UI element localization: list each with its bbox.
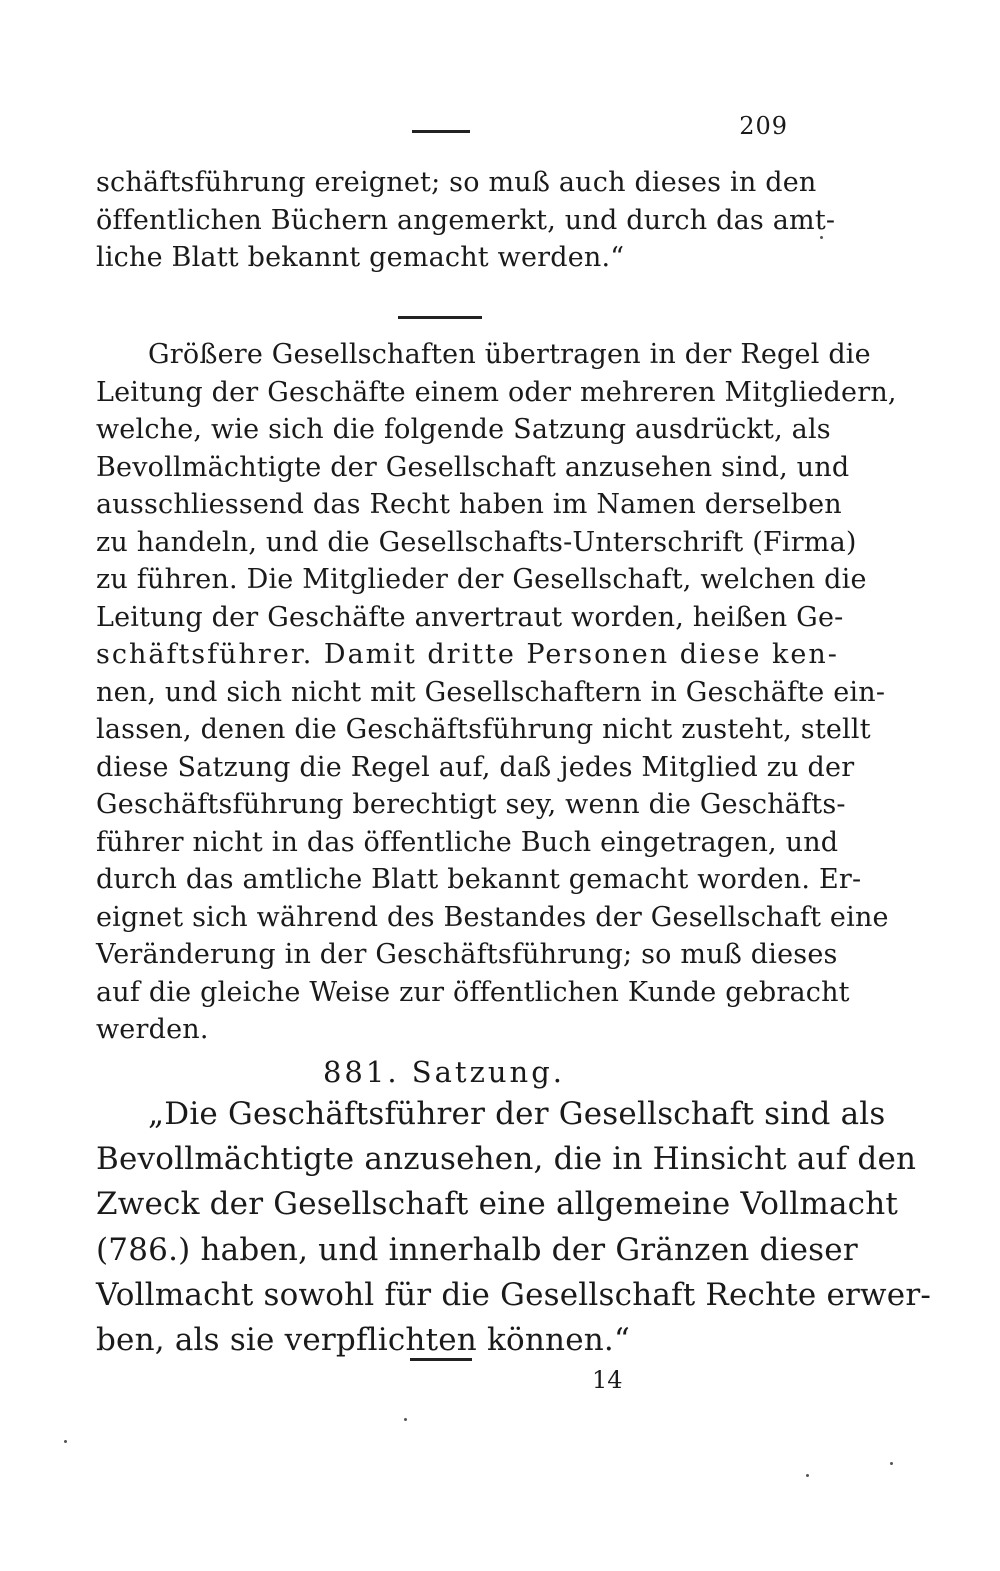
commentary-paragraph bbox=[96, 336, 897, 1049]
scan-speck bbox=[404, 1418, 407, 1421]
text-line: welche, wie sich die folgende Satzung ausdrückt, als bbox=[96, 414, 831, 445]
text-line: Bevollmächtigte der Gesellschaft anzusehen sind, und bbox=[96, 451, 850, 483]
text-line: Leitung der Geschäfte anvertraut worden, heißen Ge- bbox=[96, 601, 844, 633]
signature-mark: 14 bbox=[592, 1366, 623, 1394]
text-line: zu führen. Die Mitglieder der Gesellschaft, welchen die bbox=[96, 564, 867, 595]
text-line: liche Blatt bekannt gemacht werden.“ bbox=[96, 242, 625, 273]
text-line: Zweck der Gesellschaft eine allgemeine Vollmacht bbox=[96, 1186, 899, 1223]
text-line: Bevollmächtigte anzusehen, die in Hinsicht auf den bbox=[96, 1141, 917, 1178]
text-line: durch das amtliche Blatt bekannt gemacht worden. Er- bbox=[96, 864, 862, 895]
text-line: ausschliessend das Recht haben im Namen derselben bbox=[96, 489, 842, 520]
scan-speck bbox=[820, 236, 823, 239]
text-line: ben, als sie verpflichten können.“ bbox=[96, 1321, 631, 1358]
text-line: (786.) haben, und innerhalb der Gränzen dieser bbox=[96, 1231, 858, 1268]
text-line: „Die Geschäftsführer der Gesellschaft sind als bbox=[148, 1096, 886, 1132]
text-line: lassen, denen die Geschäftsführung nicht zusteht, stellt bbox=[96, 714, 871, 745]
statute-paragraph bbox=[96, 1092, 932, 1363]
text-line: eignet sich während des Bestandes der Gesellschaft eine bbox=[96, 901, 889, 933]
text-line: schäftsführer. Damit dritte Personen diese ken- bbox=[96, 639, 839, 670]
text-line: diese Satzung die Regel auf, daß jedes Mitglied zu der bbox=[96, 751, 855, 783]
text-line: öffentlichen Büchern angemerkt, und durch das amt- bbox=[96, 204, 836, 236]
text-line: auf die gleiche Weise zur öffentlichen Kunde gebracht bbox=[96, 976, 850, 1008]
text-line: Leitung der Geschäfte einem oder mehreren Mitgliedern, bbox=[96, 376, 897, 408]
section-divider bbox=[398, 316, 482, 319]
header-dash bbox=[412, 130, 470, 133]
text-line: schäftsführung ereignet; so muß auch dieses in den bbox=[96, 167, 817, 198]
text-line: werden. bbox=[96, 1014, 209, 1045]
scan-speck bbox=[806, 1474, 809, 1477]
text-line: führer nicht in das öffentliche Buch eingetragen, und bbox=[96, 826, 839, 858]
continuation-paragraph bbox=[96, 164, 836, 277]
closing-divider bbox=[410, 1358, 472, 1361]
text-line: Größere Gesellschaften übertragen in der Regel die bbox=[148, 339, 871, 370]
scan-speck bbox=[64, 1440, 67, 1443]
text-line: Veränderung in der Geschäftsführung; so muß dieses bbox=[96, 939, 838, 970]
text-line: nen, und sich nicht mit Gesellschaftern in Geschäfte ein- bbox=[96, 676, 886, 708]
scan-speck bbox=[890, 1462, 893, 1465]
text-line: Vollmacht sowohl für die Gesellschaft Rechte erwer- bbox=[96, 1276, 932, 1313]
text-line: Geschäftsführung berechtigt sey, wenn die Geschäfts- bbox=[96, 789, 846, 820]
text-line: zu handeln, und die Gesellschafts-Unterschrift (Firma) bbox=[96, 526, 857, 558]
page-number: 209 bbox=[739, 112, 788, 140]
section-heading: 881. Satzung. bbox=[322, 1055, 565, 1089]
